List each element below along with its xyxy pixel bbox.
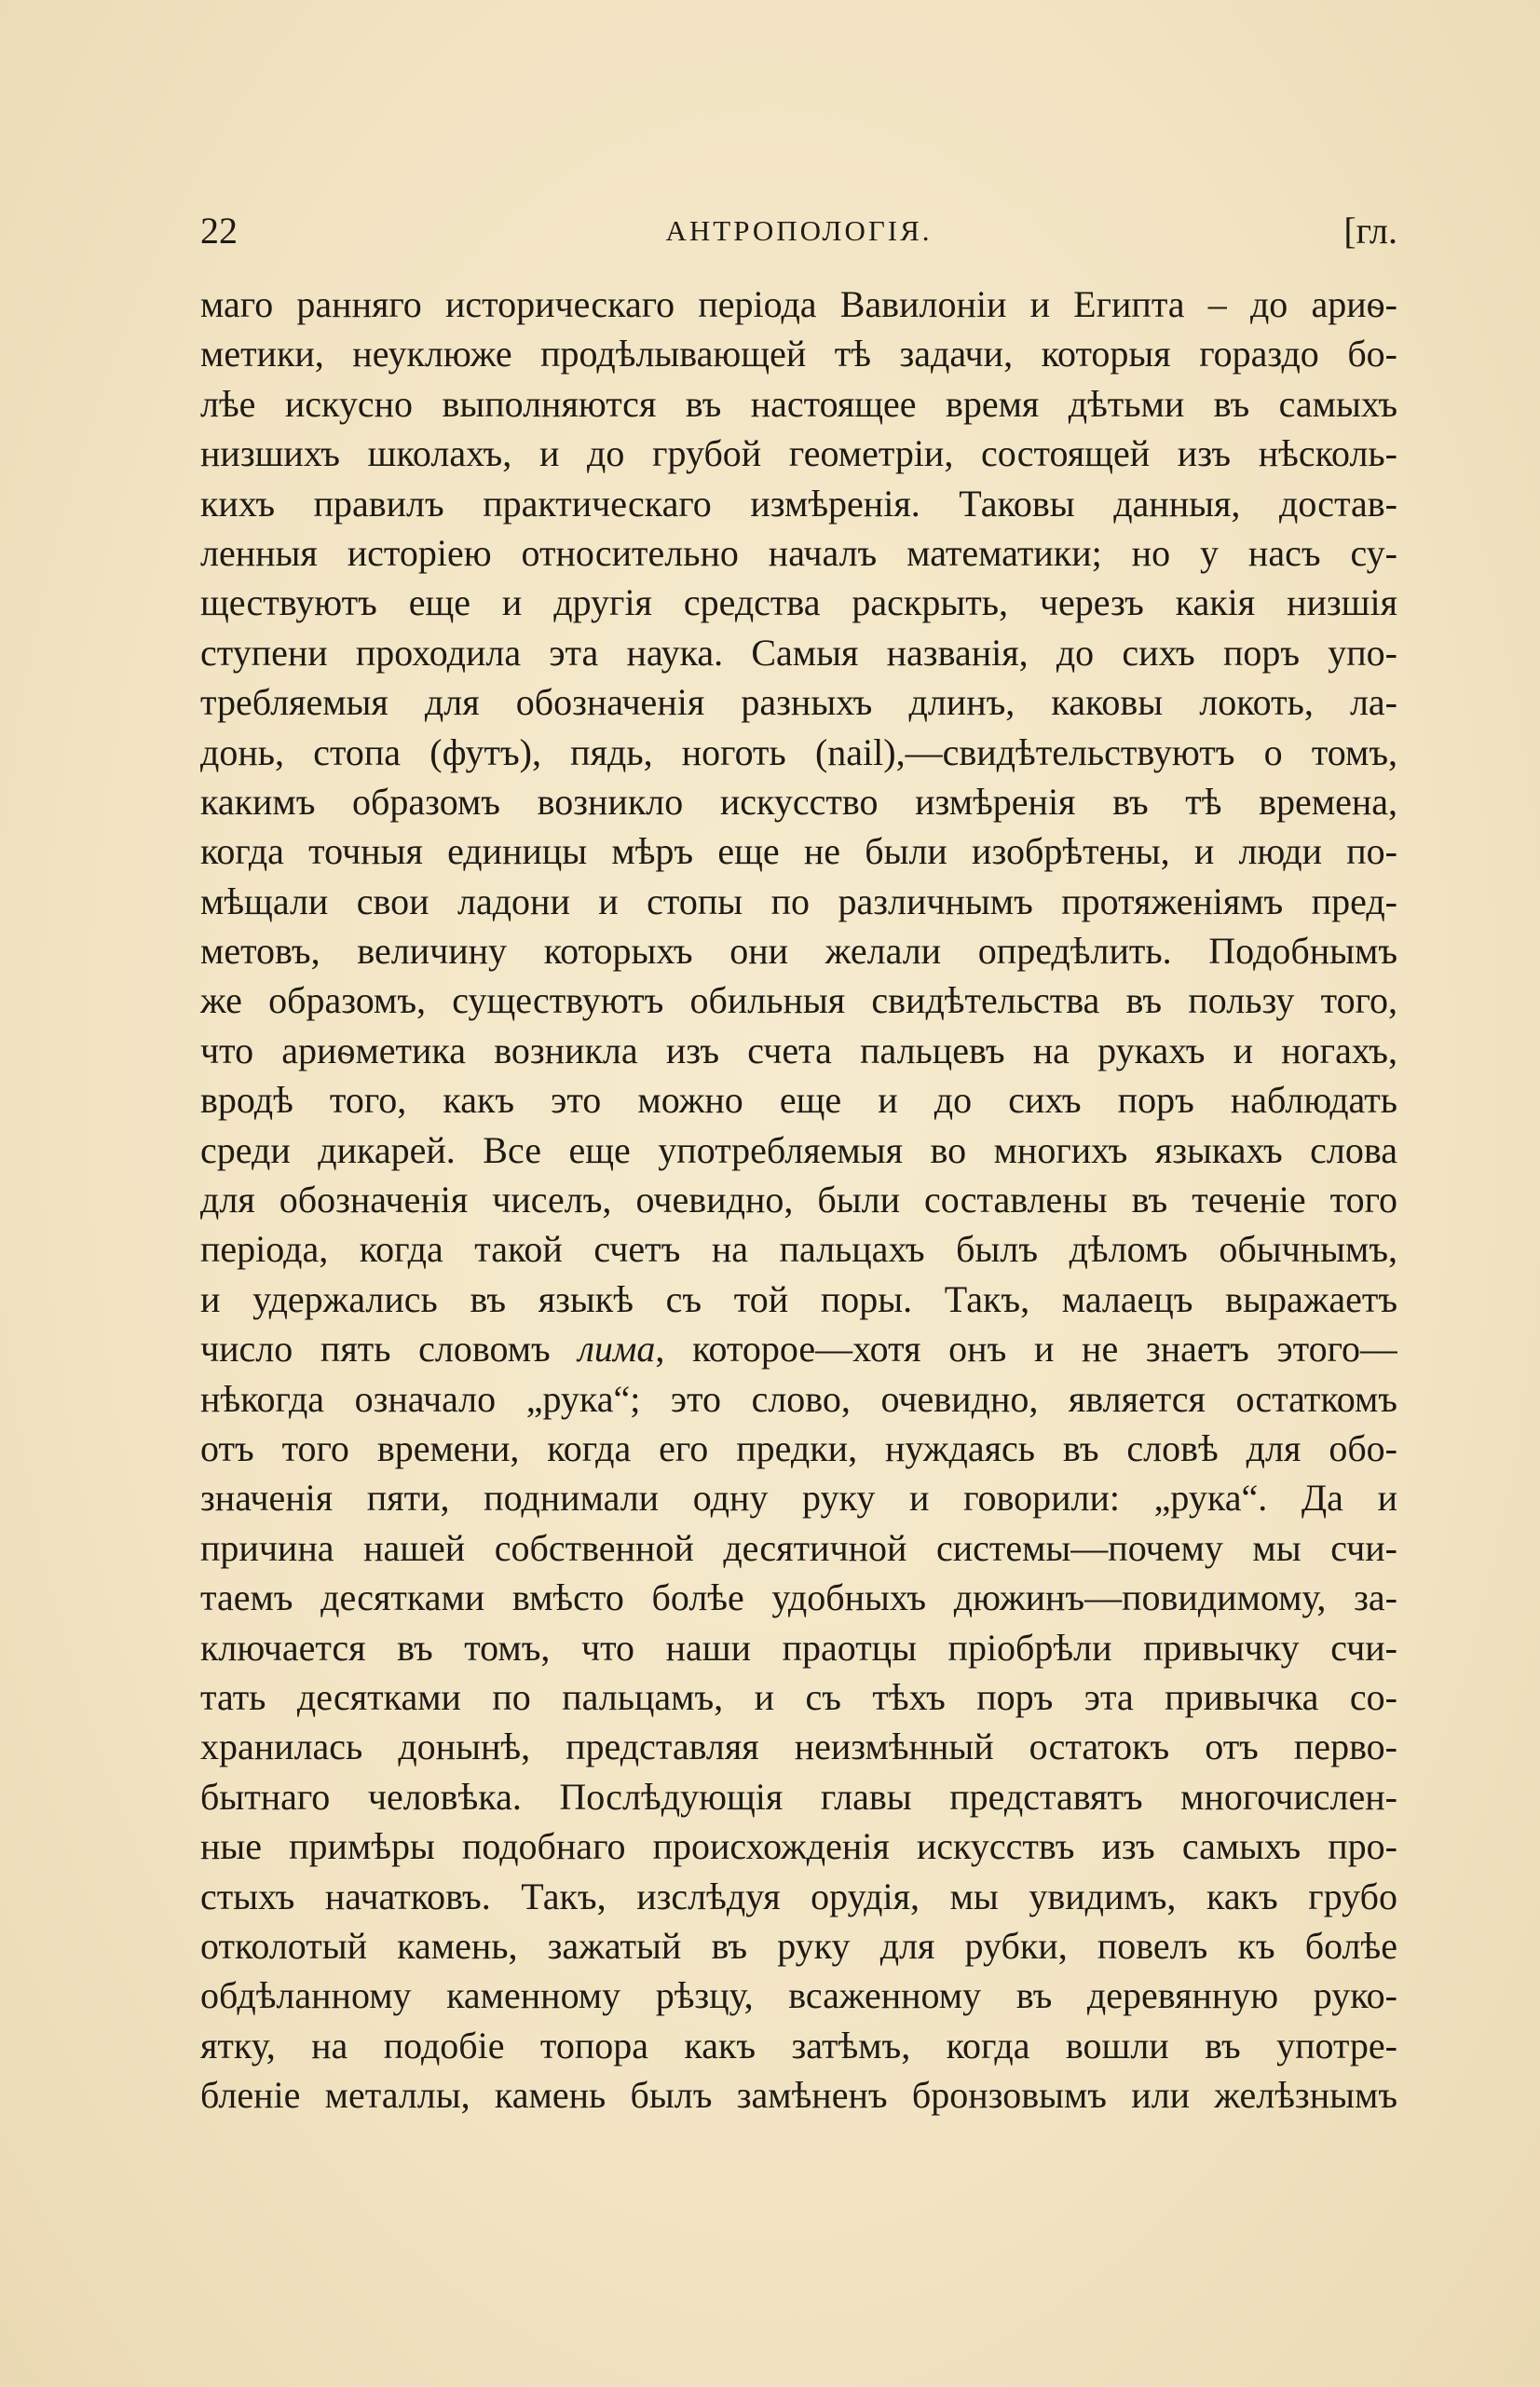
text-line: отколотый камень, зажатый въ руку для рубки, повелъ къ болѣе	[200, 1924, 1397, 1967]
running-title: АНТРОПОЛОГІЯ.	[665, 214, 933, 247]
text-line: нѣкогда означало „рука“; это слово, очевидно, является остаткомъ	[200, 1377, 1397, 1420]
text-line: донь, стопа (футъ), пядь, ноготь (nail),—свидѣтельствуютъ о томъ,	[200, 730, 1397, 773]
text-line: обдѣланному каменному рѣзцу, всаженному въ деревянную руко-	[200, 1974, 1397, 2017]
text-line: хранилась донынѣ, представляя неизмѣнный остатокъ отъ перво-	[200, 1725, 1397, 1768]
text-line: ществуютъ еще и другія средства раскрыть, черезъ какія низшія	[200, 581, 1397, 624]
text-line: требляемыя для обозначенія разныхъ длинъ, каковы локоть, ла-	[200, 681, 1397, 724]
text-line: бленіе металлы, камень былъ замѣненъ бронзовымъ или желѣзнымъ	[200, 2074, 1397, 2117]
text-line: вродѣ того, какъ это можно еще и до сихъ поръ наблюдать	[200, 1079, 1397, 1122]
text-line: тать десятками по пальцамъ, и съ тѣхъ поръ эта привычка со-	[200, 1675, 1397, 1718]
page-number: 22	[200, 210, 238, 252]
text-line: и удержались въ языкѣ съ той поры. Такъ, малаецъ выражаетъ	[200, 1277, 1397, 1320]
text-line: метики, неуклюже продѣлывающей тѣ задачи, которыя гораздо бо-	[200, 333, 1397, 375]
page-header	[200, 203, 1397, 259]
text-line: ятку, на подобіе топора какъ затѣмъ, когда вошли въ употре-	[200, 2024, 1397, 2066]
text-line: лѣе искусно выполняются въ настоящее время дѣтьми въ самыхъ	[200, 382, 1397, 425]
text-line: отъ того времени, когда его предки, нуждаясь въ словѣ для обо-	[200, 1426, 1397, 1469]
text-line: ленныя исторіею относительно началъ математики; но у насъ су-	[200, 531, 1397, 574]
text-line: ступени проходила эта наука. Самыя названія, до сихъ поръ упо-	[200, 631, 1397, 674]
text-line: періода, когда такой счетъ на пальцахъ былъ дѣломъ обычнымъ,	[200, 1228, 1397, 1271]
text-segment: число пять словомъ	[200, 1328, 551, 1371]
text-line: таемъ десятками вмѣсто болѣе удобныхъ дюжинъ—повидимому, за-	[200, 1576, 1397, 1619]
text-line: кихъ правилъ практическаго измѣренія. Таковы данныя, достав-	[200, 482, 1397, 525]
body-text	[200, 280, 1397, 2120]
text-line: для обозначенія чиселъ, очевидно, были составлены въ теченіе того	[200, 1179, 1397, 1221]
text-line: когда точныя единицы мѣръ еще не были изобрѣтены, и люди по-	[200, 830, 1397, 873]
text-line: бытнаго человѣка. Послѣдующія главы представятъ многочислен-	[200, 1775, 1397, 1818]
text-line: стыхъ начатковъ. Такъ, изслѣдуя орудія, мы увидимъ, какъ грубо	[200, 1875, 1397, 1917]
text-line: значенія пяти, поднимали одну руку и говорили: „рука“. Да и	[200, 1477, 1397, 1520]
text-line: какимъ образомъ возникло искусство измѣренія въ тѣ времена,	[200, 780, 1397, 823]
text-line: же образомъ, существуютъ обильныя свидѣтельства въ пользу того,	[200, 979, 1397, 1022]
text-line: причина нашей собственной десятичной системы—почему мы счи-	[200, 1526, 1397, 1569]
text-line: что ариѳметика возникла изъ счета пальцевъ на рукахъ и ногахъ,	[200, 1029, 1397, 1071]
text-line: низшихъ школахъ, и до грубой геометріи, состоящей изъ нѣсколь-	[200, 432, 1397, 475]
text-line: ключается въ томъ, что наши праотцы пріобрѣли привычку счи-	[200, 1626, 1397, 1669]
text-line-with-italic	[200, 1324, 1397, 1373]
text-line: метовъ, величину которыхъ они желали опредѣлить. Подобнымъ	[200, 930, 1397, 973]
text-line: среди дикарей. Все еще употребляемыя во многихъ языкахъ слова	[200, 1128, 1397, 1171]
text-line: маго ранняго историческаго періода Вавилоніи и Египта – до ариѳ-	[200, 283, 1397, 325]
chapter-reference: [гл.	[1343, 210, 1397, 252]
italic-word: лима	[578, 1328, 656, 1371]
text-line: ные примѣры подобнаго происхожденія искусствъ изъ самыхъ про-	[200, 1825, 1397, 1868]
text-segment: , которое—хотя онъ и не знаетъ этого—	[655, 1328, 1397, 1371]
text-line: мѣщали свои ладони и стопы по различнымъ протяженіямъ пред-	[200, 880, 1397, 922]
